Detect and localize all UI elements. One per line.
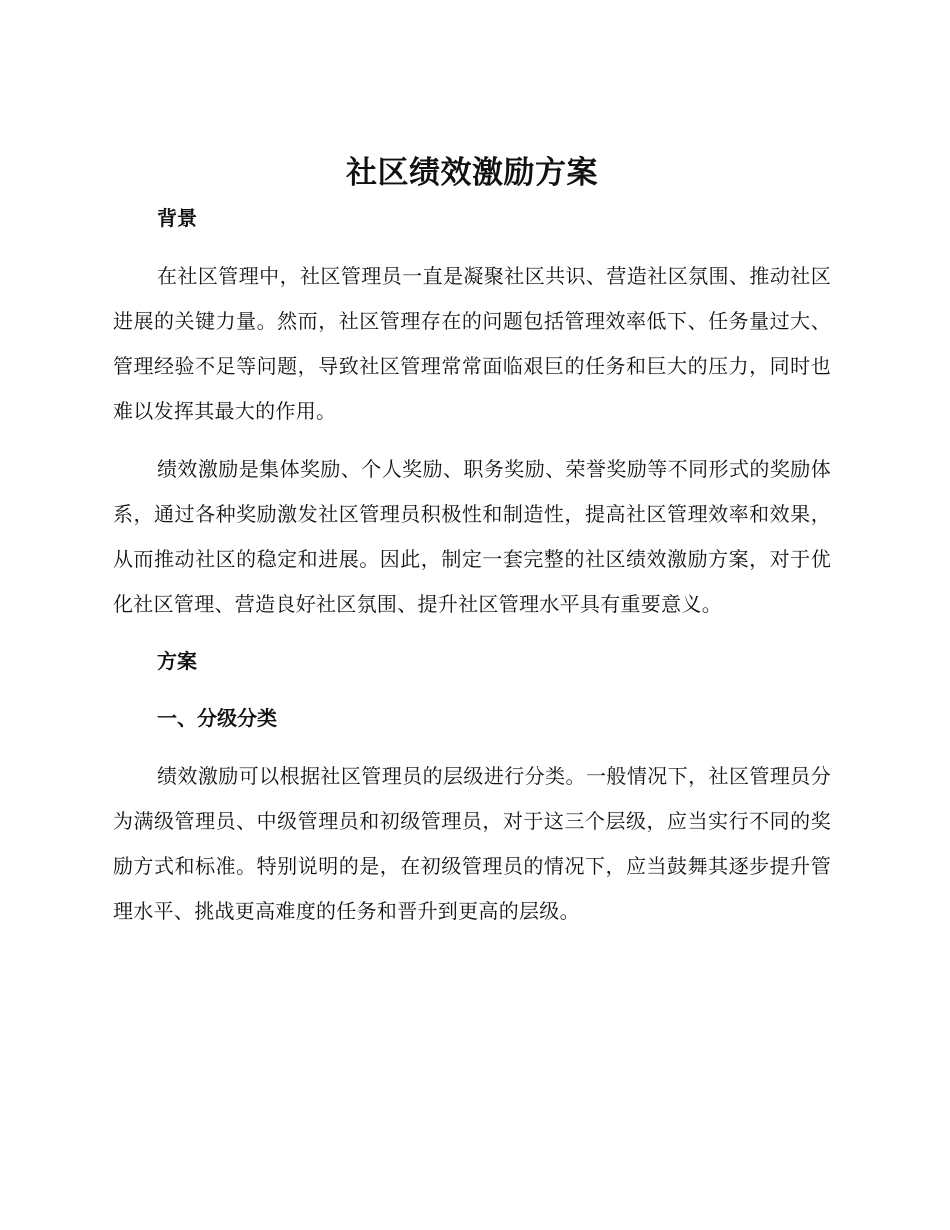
subsection-heading-classification: 一、分级分类 bbox=[157, 706, 277, 730]
section-heading-plan: 方案 bbox=[157, 649, 197, 673]
section-heading-background: 背景 bbox=[157, 206, 197, 230]
paragraph-background-1: 在社区管理中，社区管理员一直是凝聚社区共识、营造社区氛围、推动社区进展的关键力量。然而，社区管理存在的问题包括管理效率低下、任务量过大、管理经验不足等问题，导致社区管理常常面临艰巨的任务和巨大的压力，同时也难以发挥其最大的作用。 bbox=[113, 264, 831, 423]
document-title: 社区绩效激励方案 bbox=[346, 155, 598, 191]
document-page bbox=[113, 150, 831, 934]
paragraph-classification: 绩效激励可以根据社区管理员的层级进行分类。一般情况下，社区管理员分为满级管理员、中级管理员和初级管理员，对于这三个层级，应当实行不同的奖励方式和标准。特别说明的是，在初级管理员的情况下，应当鼓舞其逐步提升管理水平、挑战更高难度的任务和晋升到更高的层级。 bbox=[113, 764, 831, 923]
paragraph-background-2: 绩效激励是集体奖励、个人奖励、职务奖励、荣誉奖励等不同形式的奖励体系，通过各种奖励激发社区管理员积极性和制造性，提高社区管理效率和效果，从而推动社区的稳定和进展。因此，制定一套完整的社区绩效激励方案，对于优化社区管理、营造良好社区氛围、提升社区管理水平具有重要意义。 bbox=[113, 457, 831, 616]
